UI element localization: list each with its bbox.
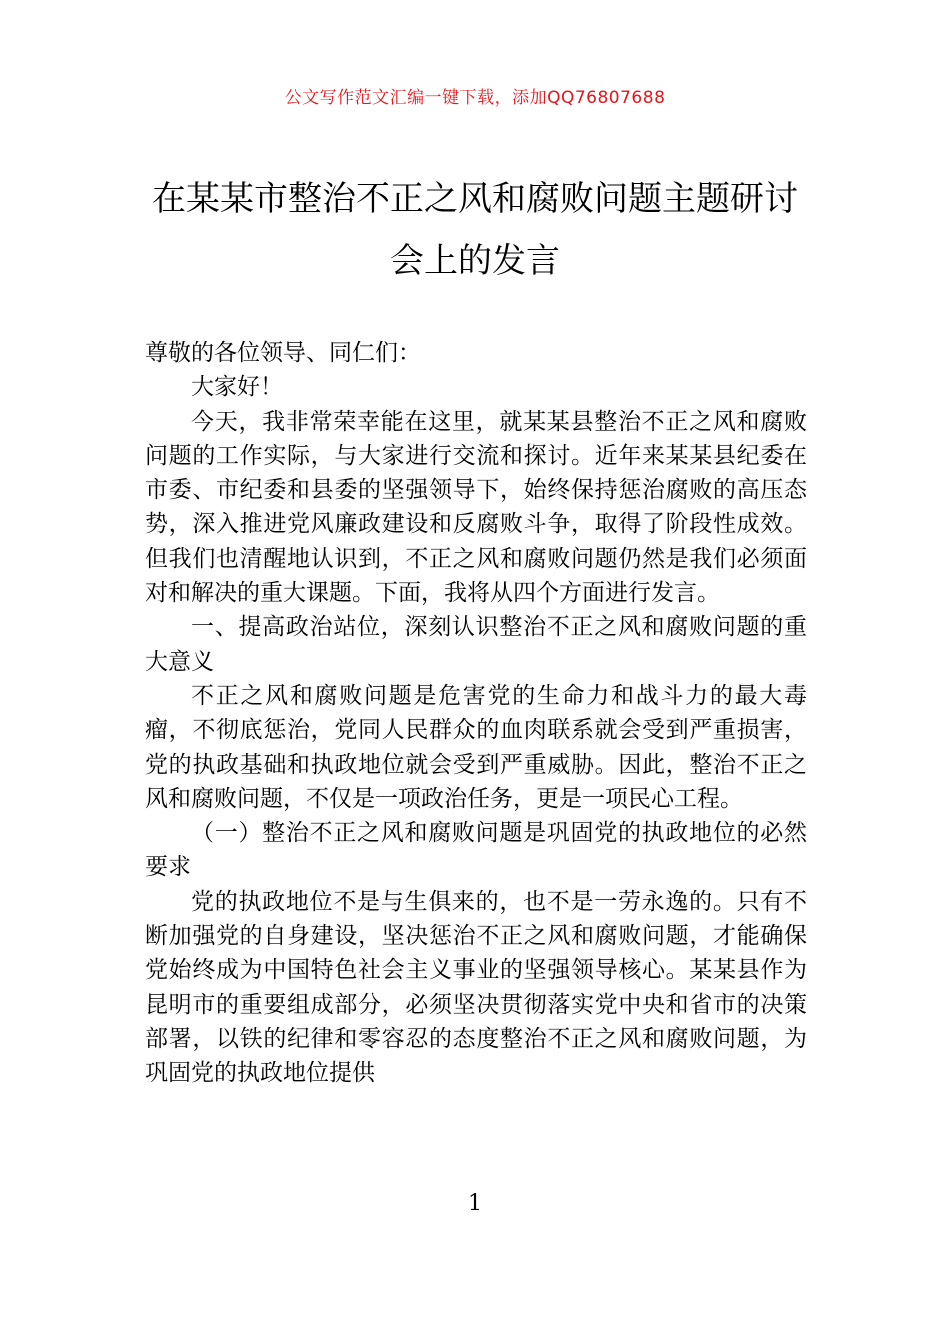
section-heading-1: 一、提高政治站位，深刻认识整治不正之风和腐败问题的重大意义 [145, 614, 807, 675]
paragraph-section-1: 不正之风和腐败问题是危害党的生命力和战斗力的最大毒瘤，不彻底惩治，党同人民群众的血肉联系就会受到严重损害，党的执政基础和执政地位就会受到严重威胁。因此，整治不正之风和腐败问题，不仅是一项政治任务，更是一项民心工程。 [145, 682, 807, 812]
document-body [145, 336, 807, 1091]
paragraph-greeting: 大家好！ [191, 374, 283, 401]
page-number: 1 [468, 1191, 482, 1216]
download-banner: 公文写作范文汇编一键下载，添加QQ76807688 [284, 88, 666, 108]
subsection-heading-1: （一）整治不正之风和腐败问题是巩固党的执政地位的必然要求 [145, 820, 807, 881]
paragraph-intro: 今天，我非常荣幸能在这里，就某某县整治不正之风和腐败问题的工作实际，与大家进行交流和探讨。近年来某某县纪委在市委、市纪委和县委的坚强领导下，始终保持惩治腐败的高压态势，深入推进党风廉政建设和反腐败斗争，取得了阶段性成效。但我们也清醒地认识到，不正之风和腐败问题仍然是我们必须面对和解决的重大课题。下面，我将从四个方面进行发言。 [145, 408, 807, 607]
paragraph-subsection-1: 党的执政地位不是与生俱来的，也不是一劳永逸的。只有不断加强党的自身建设，坚决惩治不正之风和腐败问题，才能确保党始终成为中国特色社会主义事业的坚强领导核心。某某县作为昆明市的重要组成部分，必须坚决贯彻落实党中央和省市的决策部署，以铁的纪律和零容忍的态度整治不正之风和腐败问题，为巩固党的执政地位提供 [145, 888, 807, 1087]
document-title: 在某某市整治不正之风和腐败问题主题研讨会上的发言 [152, 179, 798, 281]
salutation: 尊敬的各位领导、同仁们： [145, 340, 421, 366]
